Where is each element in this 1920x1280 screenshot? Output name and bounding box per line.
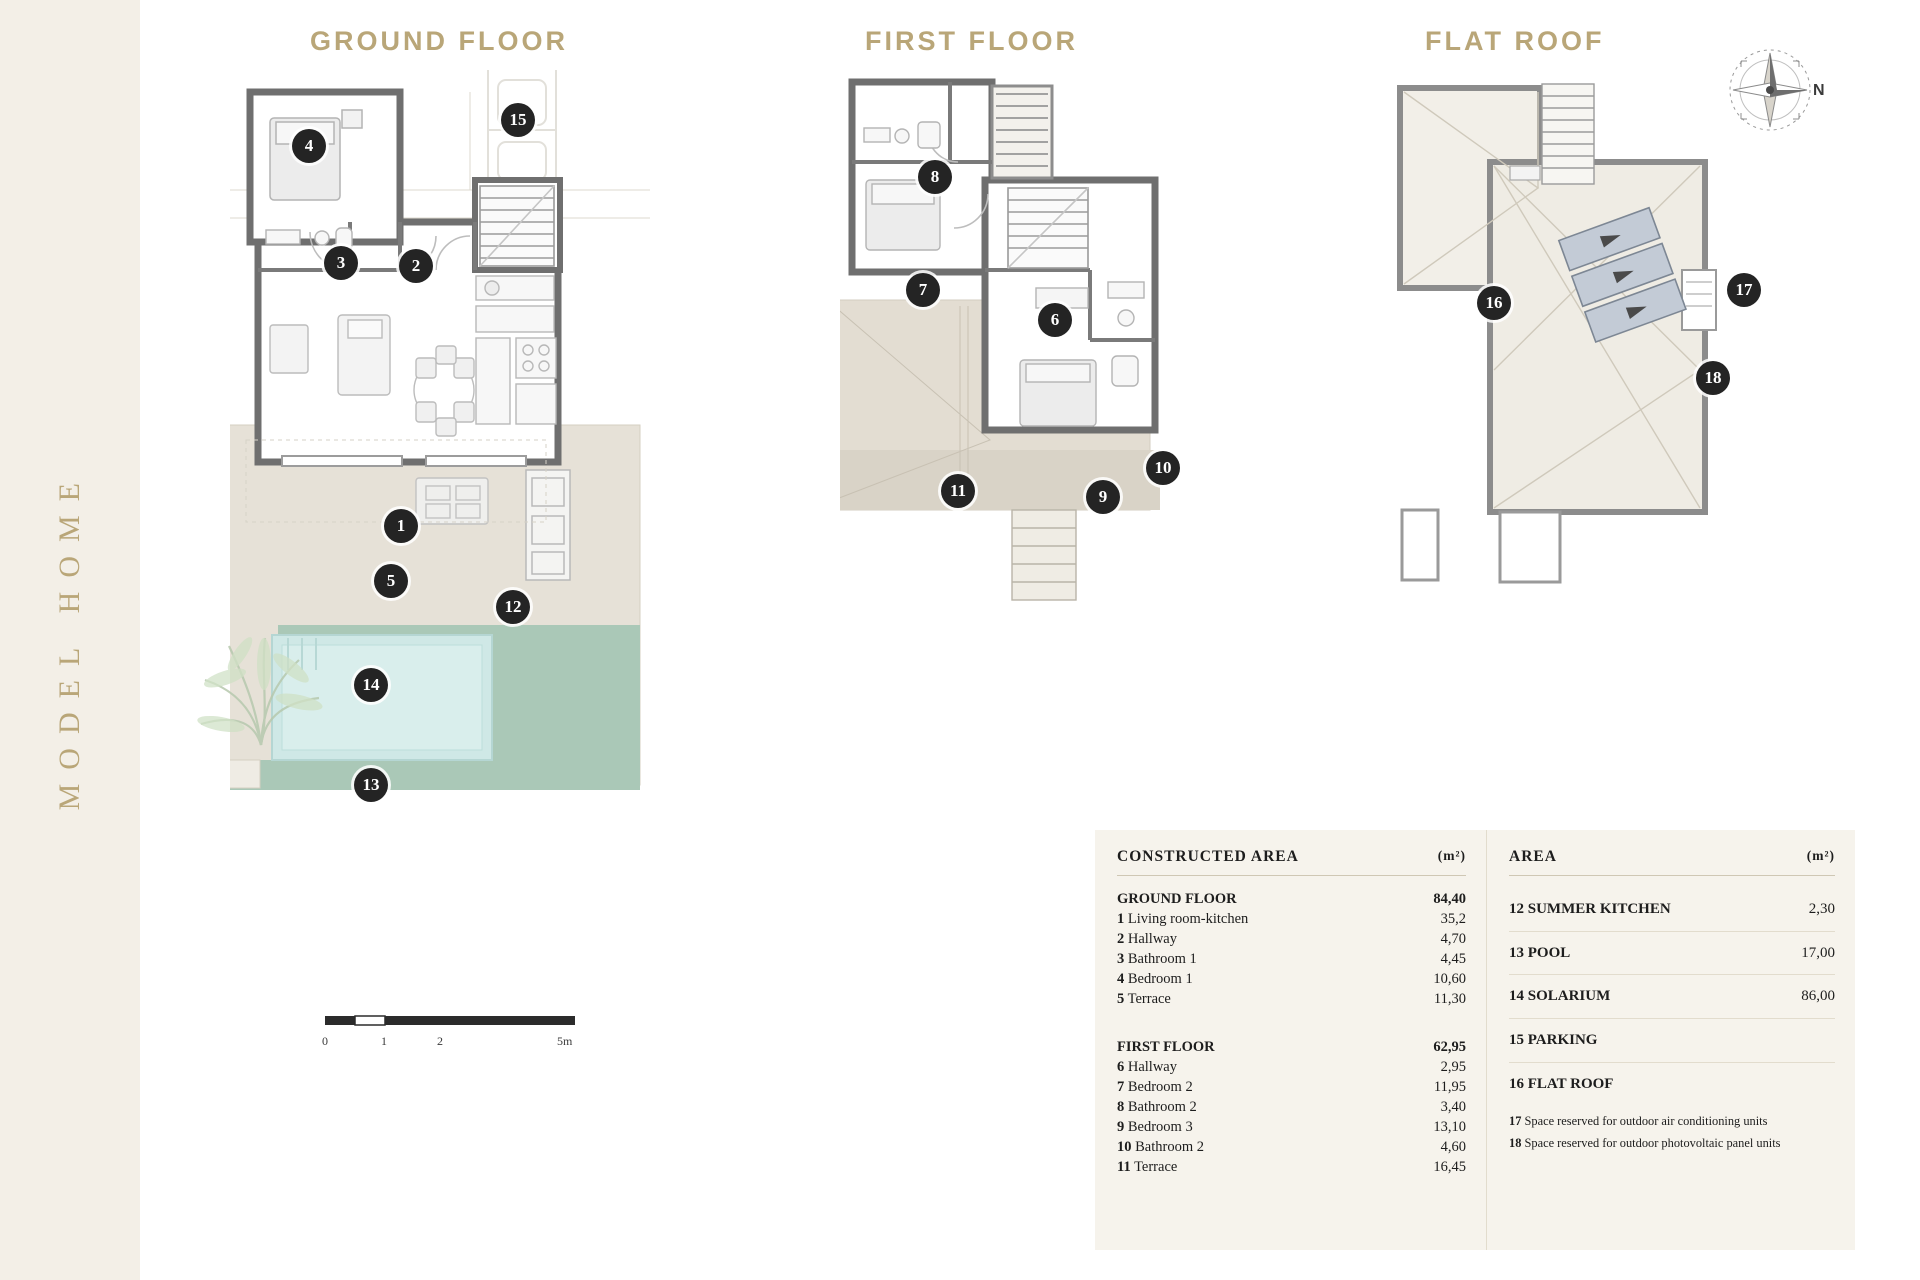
legend-value: 86,00 <box>1801 988 1835 1005</box>
kitchen-units <box>476 276 556 424</box>
legend-label: PARKING <box>1527 1032 1598 1049</box>
legend-row-ground-floor-total <box>1117 889 1466 909</box>
legend-row-item <box>1117 929 1466 949</box>
legend-left-header-title: CONSTRUCTED AREA <box>1117 848 1299 865</box>
legend-row-first-floor-total <box>1117 1037 1466 1057</box>
legend-row-summer-kitchen <box>1509 888 1835 931</box>
legend-row-item <box>1117 1157 1466 1177</box>
marker-5-terrace[interactable]: 5 <box>374 564 408 598</box>
legend-label: Bedroom 3 <box>1127 1119 1193 1135</box>
legend-num: 10 <box>1117 1139 1132 1155</box>
staircase-first <box>1008 188 1088 268</box>
marker-15-parking[interactable]: 15 <box>501 103 535 137</box>
flat-roof-plan <box>1390 70 1810 670</box>
ac-units-zone <box>1682 270 1716 330</box>
legend-label: Bedroom 1 <box>1127 971 1193 987</box>
legend-num: 11 <box>1117 1159 1131 1175</box>
legend-label: Bedroom 2 <box>1127 1079 1193 1095</box>
legend-group-ground-floor <box>1117 889 1466 1009</box>
legend-row-item <box>1117 1097 1466 1117</box>
marker-14-solarium[interactable]: 14 <box>354 668 388 702</box>
legend-row-item <box>1117 1117 1466 1137</box>
marker-6-hallway[interactable]: 6 <box>1038 303 1072 337</box>
legend-value: 16,45 <box>1433 1159 1466 1175</box>
legend-label: Bathroom 1 <box>1127 951 1197 967</box>
legend-label: Bathroom 2 <box>1127 1099 1197 1115</box>
marker-2-hallway[interactable]: 2 <box>399 249 433 283</box>
legend-panel <box>1095 830 1855 1250</box>
legend-ground-floor-total: 84,40 <box>1433 891 1466 907</box>
legend-label: Bathroom 2 <box>1135 1139 1204 1155</box>
scale-tick-0: 0 <box>322 1034 328 1048</box>
sidebar-title <box>0 0 140 1280</box>
marker-18-pv-units[interactable]: 18 <box>1696 361 1730 395</box>
legend-first-floor-name: FIRST FLOOR <box>1117 1039 1215 1055</box>
legend-right-header-title: AREA <box>1509 848 1557 865</box>
marker-8-bathroom-2[interactable]: 8 <box>918 160 952 194</box>
marker-4-bedroom-1[interactable]: 4 <box>292 129 326 163</box>
legend-num: 6 <box>1117 1059 1125 1075</box>
marker-10-bathroom-2[interactable]: 10 <box>1146 451 1180 485</box>
legend-ground-floor-name: GROUND FLOOR <box>1117 891 1237 907</box>
legend-row-parking <box>1509 1019 1835 1062</box>
legend-row-item <box>1117 1077 1466 1097</box>
legend-right-header <box>1509 848 1835 876</box>
scale-tick-2: 2 <box>437 1034 443 1048</box>
marker-1-living-room-kitchen[interactable]: 1 <box>384 509 418 543</box>
legend-value: 4,45 <box>1440 951 1466 967</box>
legend-num: 16 <box>1509 1075 1524 1092</box>
legend-num: 13 <box>1509 944 1524 961</box>
legend-note-ac <box>1509 1111 1835 1133</box>
legend-left-header-unit: (m²) <box>1437 848 1466 863</box>
legend-row-item <box>1117 989 1466 1009</box>
summer-kitchen <box>526 470 570 580</box>
legend-value: 4,70 <box>1440 931 1466 947</box>
page-title-first-floor: FIRST FLOOR <box>865 26 1078 56</box>
legend-label: Hallway <box>1127 1059 1177 1075</box>
legend-note-text: Space reserved for outdoor photovoltaic panel units <box>1524 1135 1781 1150</box>
legend-row-item <box>1117 949 1466 969</box>
legend-label: Terrace <box>1127 991 1171 1007</box>
legend-num: 5 <box>1117 991 1125 1007</box>
legend-note-pv <box>1509 1133 1835 1155</box>
legend-value: 2,30 <box>1808 901 1835 917</box>
legend-num: 7 <box>1117 1079 1125 1095</box>
ground-floor-plan <box>230 70 790 1020</box>
marker-3-bathroom-1[interactable]: 3 <box>324 246 358 280</box>
staircase <box>480 186 554 266</box>
legend-label: SUMMER KITCHEN <box>1527 901 1671 917</box>
legend-value: 10,60 <box>1433 971 1466 987</box>
page-title-ground-floor: GROUND FLOOR <box>310 26 568 56</box>
marker-11-terrace[interactable]: 11 <box>941 474 975 508</box>
legend-note-text: Space reserved for outdoor air conditioning units <box>1524 1114 1768 1129</box>
first-floor-plan <box>840 70 1270 730</box>
plant-decoration-icon <box>195 620 325 760</box>
legend-right-header-unit: (m²) <box>1806 848 1835 863</box>
outdoor-dining-furniture <box>416 478 488 524</box>
marker-16-flat-roof[interactable]: 16 <box>1477 286 1511 320</box>
legend-value: 13,10 <box>1433 1119 1466 1135</box>
legend-value: 17,00 <box>1801 944 1835 961</box>
legend-row-pool <box>1509 932 1835 975</box>
legend-row-item <box>1117 909 1466 929</box>
scale-bar <box>322 1010 575 1058</box>
legend-num: 1 <box>1117 911 1125 927</box>
page-title-flat-roof: FLAT ROOF <box>1425 26 1605 56</box>
legend-constructed-area <box>1095 830 1487 1250</box>
legend-row-item <box>1117 969 1466 989</box>
legend-num: 8 <box>1117 1099 1125 1115</box>
legend-label: Terrace <box>1134 1159 1178 1175</box>
legend-value: 11,30 <box>1433 991 1466 1007</box>
scale-tick-1: 1 <box>381 1034 387 1048</box>
legend-num: 9 <box>1117 1119 1125 1135</box>
marker-12-summer-kitchen[interactable]: 12 <box>496 590 530 624</box>
legend-first-floor-total: 62,95 <box>1433 1039 1466 1055</box>
legend-num: 12 <box>1509 901 1524 917</box>
legend-left-header <box>1117 848 1466 876</box>
legend-label: FLAT ROOF <box>1527 1075 1614 1092</box>
marker-9-bedroom-3[interactable]: 9 <box>1086 480 1120 514</box>
legend-value: 3,40 <box>1440 1099 1466 1115</box>
legend-value: 35,2 <box>1440 911 1466 927</box>
legend-area <box>1487 830 1855 1250</box>
scale-tick-5m: 5m <box>557 1034 573 1048</box>
legend-num: 17 <box>1509 1114 1522 1129</box>
legend-num: 2 <box>1117 931 1125 947</box>
roof-slabs <box>1400 84 1716 582</box>
legend-group-first-floor <box>1117 1037 1466 1177</box>
legend-row-item <box>1117 1057 1466 1077</box>
legend-value: 2,95 <box>1440 1059 1466 1075</box>
legend-num: 3 <box>1117 951 1125 967</box>
marker-17-ac-units[interactable]: 17 <box>1727 273 1761 307</box>
exterior-stairs <box>1012 510 1076 600</box>
marker-13-pool[interactable]: 13 <box>354 768 388 802</box>
legend-label: POOL <box>1527 944 1571 961</box>
legend-value: 4,60 <box>1440 1139 1466 1155</box>
legend-num: 14 <box>1509 988 1524 1005</box>
legend-label: SOLARIUM <box>1527 988 1611 1005</box>
legend-num: 18 <box>1509 1135 1522 1150</box>
marker-7-bedroom-2[interactable]: 7 <box>906 273 940 307</box>
sidebar-title-text: MODEL HOME <box>53 469 86 811</box>
legend-row-item <box>1117 1137 1466 1157</box>
legend-num: 15 <box>1509 1032 1524 1049</box>
legend-value: 11,95 <box>1433 1079 1466 1095</box>
legend-label: Hallway <box>1127 931 1177 947</box>
legend-row-flat-roof <box>1509 1063 1835 1106</box>
legend-label: Living room-kitchen <box>1127 911 1249 927</box>
roof-hatch <box>1510 166 1540 180</box>
compass-north-label: N <box>1813 82 1825 99</box>
legend-num: 4 <box>1117 971 1125 987</box>
legend-row-solarium <box>1509 975 1835 1018</box>
